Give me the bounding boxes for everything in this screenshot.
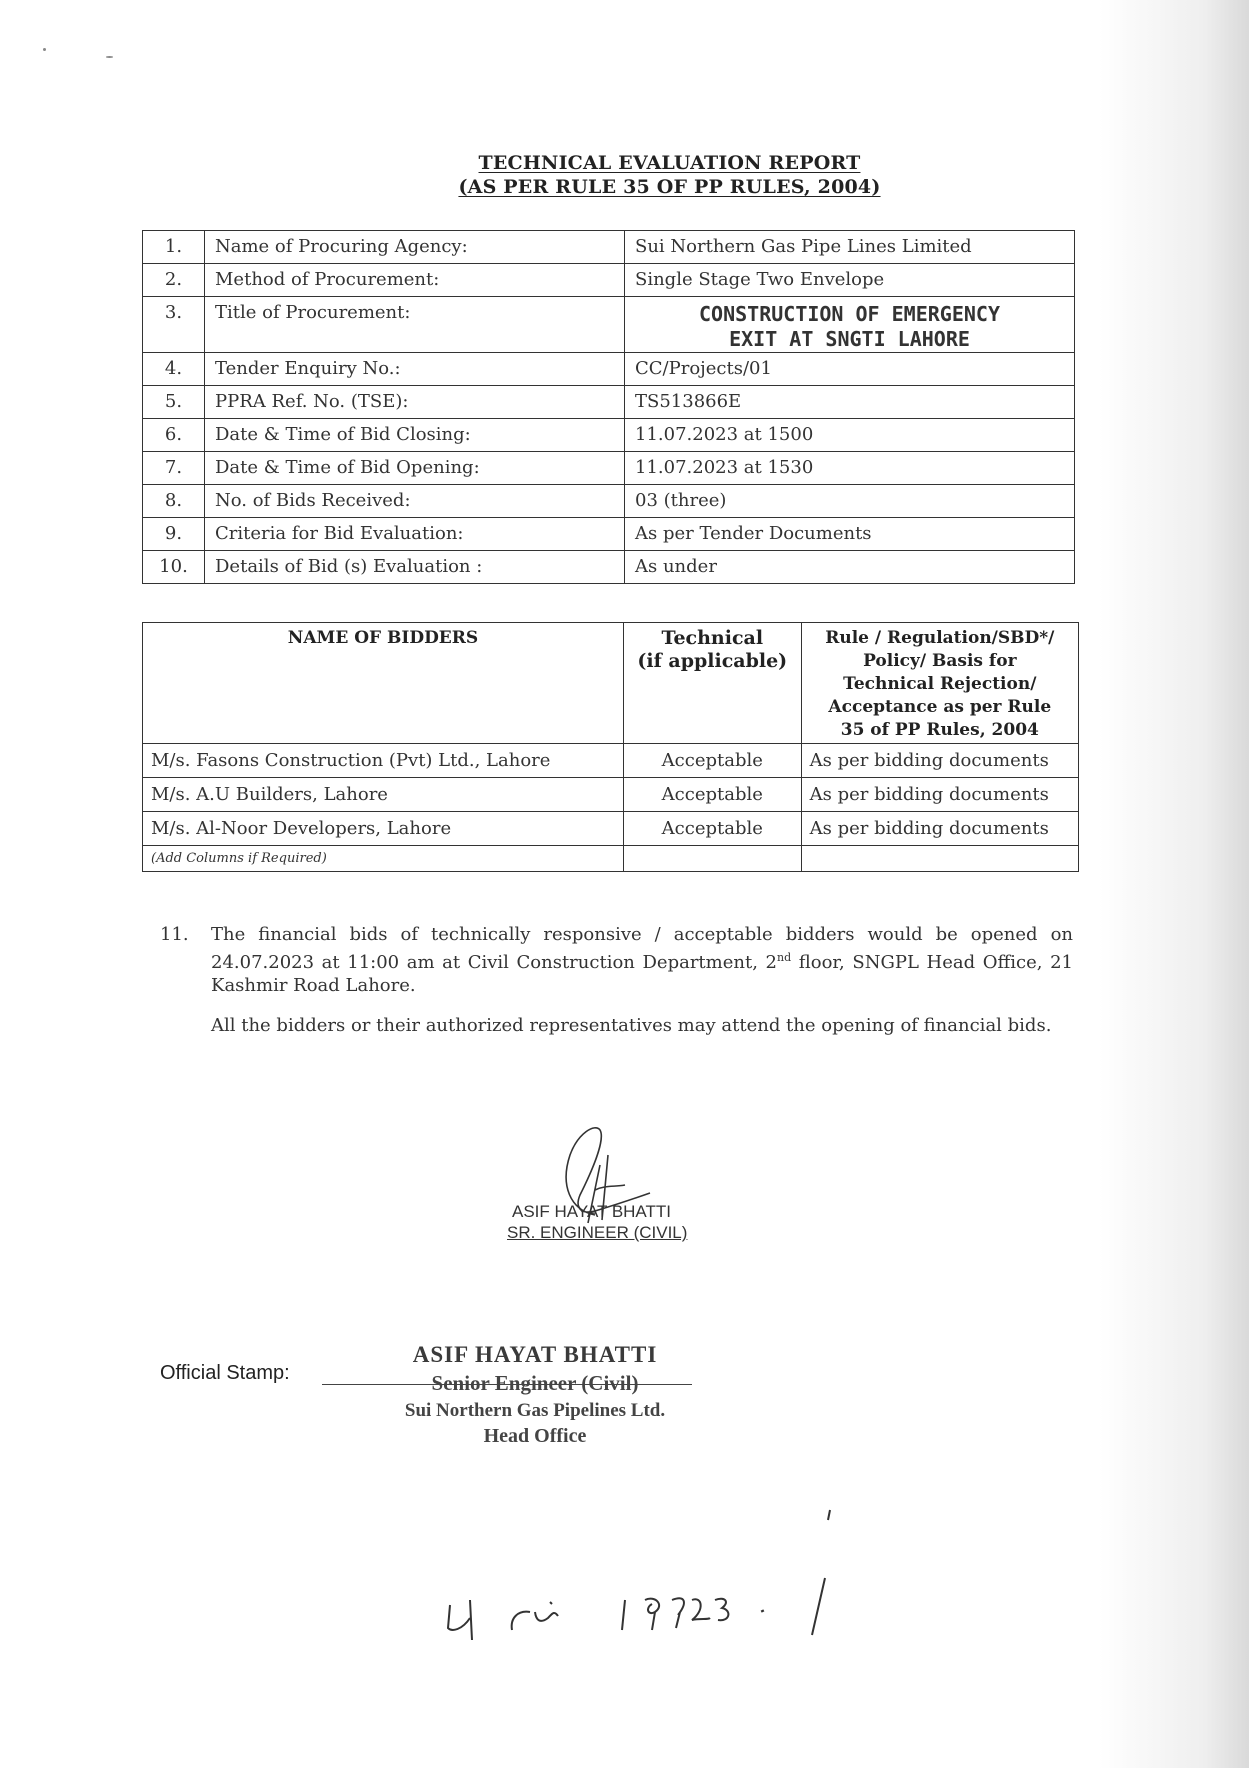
procurement-title-line: EXIT AT SNGTI LAHORE (729, 327, 970, 351)
row-label: Date & Time of Bid Closing: (205, 419, 625, 452)
stamp-role: Senior Engineer (Civil) (431, 1371, 639, 1395)
header-rule-line: 35 of PP Rules, 2004 (840, 720, 1039, 740)
row-value: 11.07.2023 at 1500 (625, 419, 1075, 452)
bidder-row (143, 778, 1079, 812)
details-row (143, 297, 1075, 353)
official-stamp-label: Official Stamp: (160, 1362, 290, 1384)
paragraph-text: The financial bids of technically responsive / acceptable bidders would be opened on 24.07.2023 at 11:00 am at Civil Construction Department, 2 (211, 924, 1073, 973)
row-label: Criteria for Bid Evaluation: (205, 518, 625, 551)
paragraph-number: 11. (160, 924, 189, 945)
procurement-details-table (142, 230, 1075, 584)
details-row (143, 264, 1075, 297)
bidder-technical-status: Acceptable (623, 778, 801, 812)
details-row (143, 485, 1075, 518)
row-number: 7. (143, 452, 205, 485)
bidder-name: M/s. Fasons Construction (Pvt) Ltd., Lahore (143, 744, 624, 778)
attendance-paragraph: All the bidders or their authorized representatives may attend the opening of financial bids. (211, 1015, 1052, 1036)
row-label: Details of Bid (s) Evaluation : (205, 551, 625, 584)
details-row (143, 353, 1075, 386)
row-value: As per Tender Documents (625, 518, 1075, 551)
row-label: Name of Procuring Agency: (205, 231, 625, 264)
stamp-office: Head Office (483, 1425, 587, 1447)
row-number: 9. (143, 518, 205, 551)
row-value: 03 (three) (625, 485, 1075, 518)
row-number: 5. (143, 386, 205, 419)
signatory-title: SR. ENGINEER (CIVIL) (507, 1223, 688, 1242)
row-value: TS513866E (625, 386, 1075, 419)
procurement-title-line: CONSTRUCTION OF EMERGENCY (698, 302, 1001, 326)
row-label: Date & Time of Bid Opening: (205, 452, 625, 485)
header-technical (623, 623, 801, 744)
row-value: As under (625, 551, 1075, 584)
bidder-technical-status: Acceptable (623, 744, 801, 778)
stamp-name: ASIF HAYAT BHATTI (412, 1342, 658, 1367)
details-row (143, 551, 1075, 584)
bidder-basis: As per bidding documents (801, 778, 1078, 812)
row-label: Tender Enquiry No.: (205, 353, 625, 386)
row-number: 6. (143, 419, 205, 452)
bidder-row (143, 744, 1079, 778)
details-row (143, 231, 1075, 264)
bidder-technical-status: Acceptable (623, 812, 801, 846)
add-columns-note: (Add Columns if Required) (143, 846, 624, 872)
handwritten-note (440, 1500, 870, 1650)
scan-speck (106, 56, 113, 58)
header-technical-line: (if applicable) (637, 650, 788, 672)
empty-cell (623, 846, 801, 872)
row-number: 4. (143, 353, 205, 386)
bidder-basis: As per bidding documents (801, 744, 1078, 778)
empty-cell (801, 846, 1078, 872)
stamp-company: Sui Northern Gas Pipelines Ltd. (404, 1400, 666, 1421)
bidder-name: M/s. Al-Noor Developers, Lahore (143, 812, 624, 846)
row-number: 8. (143, 485, 205, 518)
header-rule-line: Technical Rejection/ (843, 674, 1037, 694)
bidder-basis: As per bidding documents (801, 812, 1078, 846)
row-value: 11.07.2023 at 1530 (625, 452, 1075, 485)
paragraph-text: floor, SNGPL Head Office, 21 Kashmir Road Lahore. (211, 952, 1073, 996)
row-value: Single Stage Two Envelope (625, 264, 1075, 297)
details-row (143, 419, 1075, 452)
details-row (143, 452, 1075, 485)
header-rule-basis (801, 623, 1078, 744)
row-label: Method of Procurement: (205, 264, 625, 297)
row-number: 2. (143, 264, 205, 297)
scan-shadow (1099, 0, 1249, 1768)
row-value: Sui Northern Gas Pipe Lines Limited (625, 231, 1075, 264)
bidder-row (143, 812, 1079, 846)
procurement-title-value (625, 297, 1075, 353)
header-name-of-bidders: NAME OF BIDDERS (143, 623, 624, 744)
row-label: Title of Procurement: (205, 297, 625, 353)
bidder-note-row (143, 846, 1079, 872)
row-label: No. of Bids Received: (205, 485, 625, 518)
header-technical-line: Technical (661, 627, 764, 649)
bidder-name: M/s. A.U Builders, Lahore (143, 778, 624, 812)
header-rule-line: Acceptance as per Rule (828, 697, 1052, 717)
row-number: 3. (143, 297, 205, 353)
row-number: 1. (143, 231, 205, 264)
report-subtitle: (AS PER RULE 35 OF PP RULES, 2004) (458, 176, 881, 198)
row-label: PPRA Ref. No. (TSE): (205, 386, 625, 419)
signatory-name: ASIF HAYAT BHATTI (512, 1202, 672, 1221)
header-rule-line: Policy/ Basis for (863, 651, 1017, 671)
header-rule-line: Rule / Regulation/SBD*/ (825, 628, 1055, 648)
details-row (143, 386, 1075, 419)
report-title: TECHNICAL EVALUATION REPORT (478, 152, 861, 174)
bidders-table (142, 622, 1079, 872)
financial-bids-paragraph (211, 923, 1073, 997)
details-row (143, 518, 1075, 551)
scan-speck (43, 48, 46, 51)
ordinal-suffix: nd (777, 951, 792, 964)
row-value: CC/Projects/01 (625, 353, 1075, 386)
row-number: 10. (143, 551, 205, 584)
bidders-header-row (143, 623, 1079, 744)
